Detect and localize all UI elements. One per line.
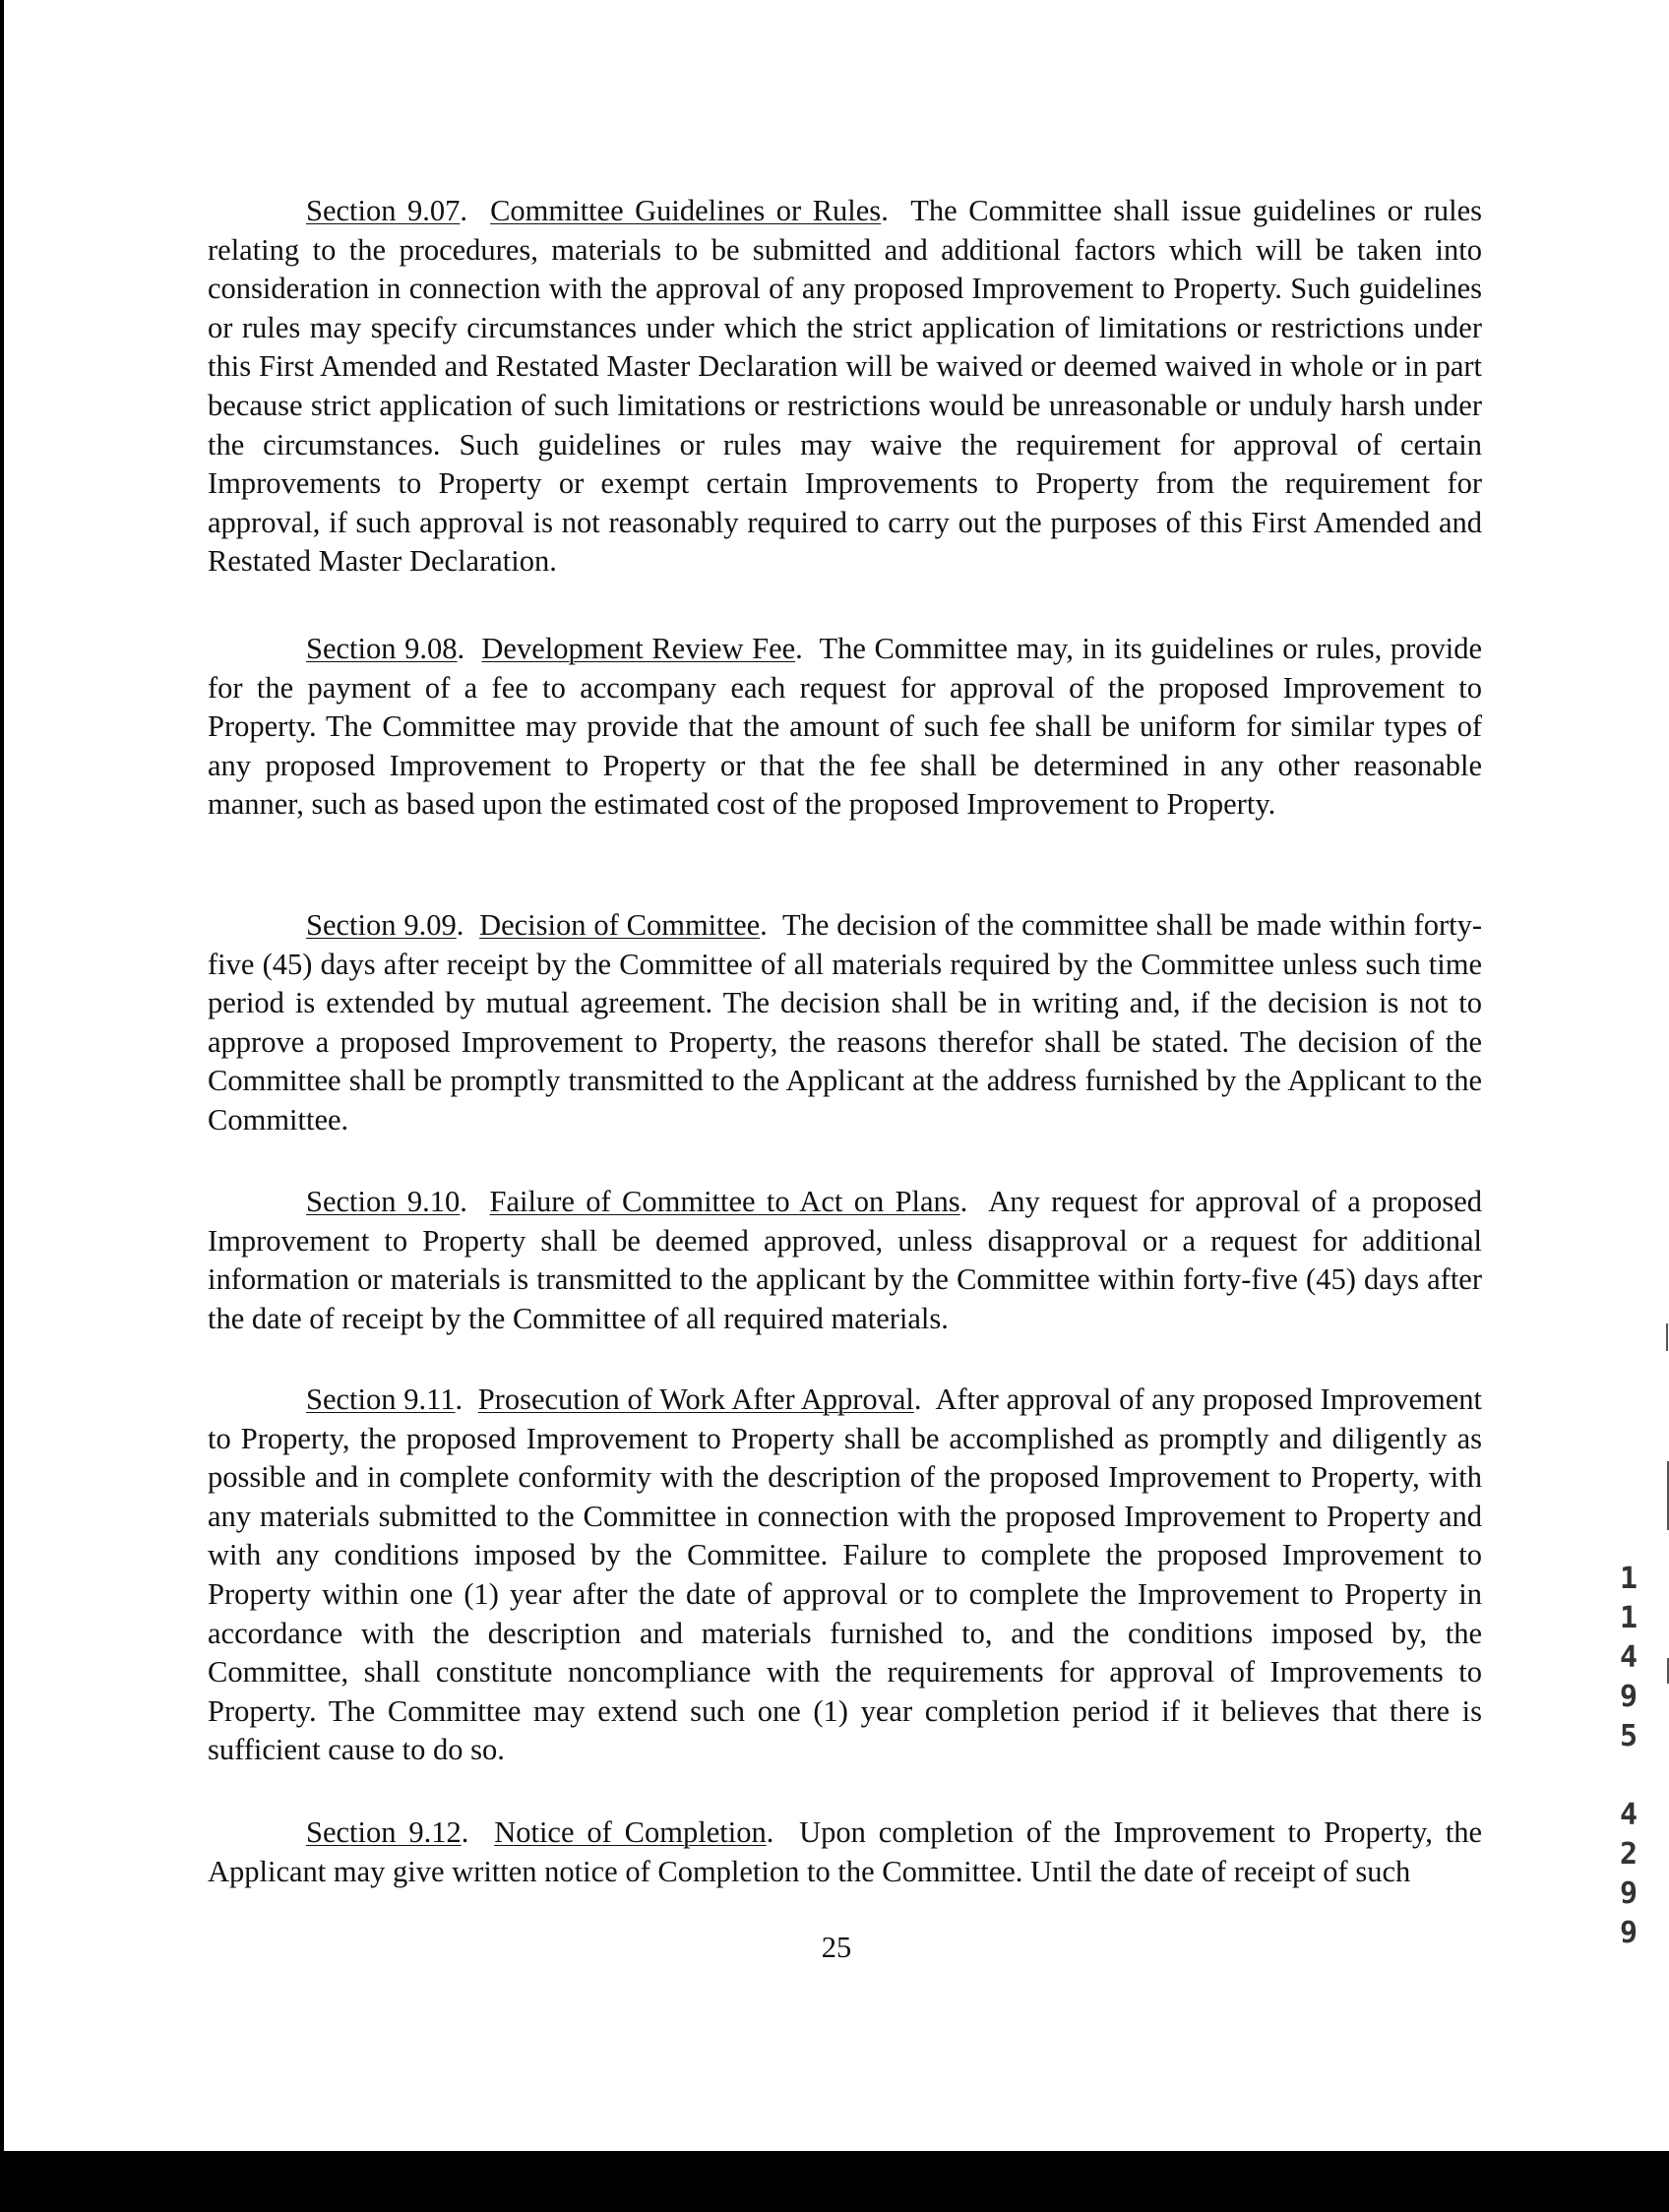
document-page <box>4 0 1669 2151</box>
section-number: Section 9.08 <box>306 632 458 665</box>
section-title: Failure of Committee to Act on Plans <box>489 1185 960 1218</box>
section-body: After approval of any proposed Improvement to Property, the proposed Improvement to Property shall be accomplished as promptly and diligently as possible and in complete conformity with the description of the proposed Improvement to Property, with any materials submitted to the Committee in connection with the proposed Improvement to Property and with any conditions imposed by the Committee. Failure to complete the proposed Improvement to Property within one (1) year after the date of approval or to complete the Improvement to Property in accordance with the description and materials furnished to, and the conditions imposed by, the Committee, shall constitute noncompliance with the requirements for approval of Improvements to Property. The Committee may extend such one (1) year completion period if it believes that there is sufficient cause to do so. <box>208 1382 1482 1767</box>
section-9-07: Section 9.07. Committee Guidelines or Rules. The Committee shall issue guidelines or rules relating to the procedures, materials to be submitted and additional factors which will be taken into consideration in connection with the approval of any proposed Improvement to Property. Such guidelines or rules may specify circumstances under which the strict application of limitations or restrictions under this First Amended and Restated Master Declaration will be waived or deemed waived in whole or in part because strict application of such limitations or restrictions would be unreasonable or unduly harsh under the circumstances. Such guidelines or rules may waive the requirement for approval of certain Improvements to Property or exempt certain Improvements to Property from the requirement for approval, if such approval is not reasonably required to carry out the purposes of this First Amended and Restated Master Declaration. <box>208 194 1483 579</box>
section-number: Section 9.09 <box>306 908 457 942</box>
section-title: Prosecution of Work After Approval <box>477 1382 914 1416</box>
section-body: Any request for approval of a proposed Improvement to Property shall be deemed approved, unless disapproval or a request for additional information or materials is transmitted to the applicant by the Committee within forty-five (45) days after the date of receipt by the Committee of all required materials. <box>208 1185 1482 1335</box>
section-title: Notice of Completion <box>494 1815 767 1849</box>
section-body: The Committee shall issue guidelines or rules relating to the procedures, materials to be submitted and additional factors which will be taken into consideration in connection with the approval of any proposed Improvement to Property. Such guidelines or rules may specify circumstances under which the strict application of limitations or restrictions under this First Amended and Restated Master Declaration will be waived or deemed waived in whole or in part because strict application of such limitations or restrictions would be unreasonable or unduly harsh under the circumstances. Such guidelines or rules may waive the requirement for approval of certain Improvements to Property or exempt certain Improvements to Property from the requirement for approval, if such approval is not reasonably required to carry out the purposes of this First Amended and Restated Master Declaration. <box>208 194 1483 579</box>
document-number-stamp: 1 1 4 9 5 4 2 9 9 <box>1619 1562 1638 1950</box>
section-body: Upon completion of the Improvement to Property, the Applicant may give written notice of Completion to the Committee. Until the date of receipt of such <box>208 1815 1483 1888</box>
section-9-09: Section 9.09. Decision of Committee. The decision of the committee shall be made within forty-five (45) days after receipt by the Committee of all materials required by the Committee unless such time period is extended by mutual agreement. The decision shall be in writing and, if the decision is not to approve a proposed Improvement to Property, the reasons therefor shall be stated. The decision of the Committee shall be promptly transmitted to the Applicant at the address furnished by the Applicant to the Committee. <box>208 908 1482 1137</box>
section-9-10: Section 9.10. Failure of Committee to Act on Plans. Any request for approval of a proposed Improvement to Property shall be deemed approved, unless disapproval or a request for additional information or materials is transmitted to the applicant by the Committee within forty-five (45) days after the date of receipt by the Committee of all required materials. <box>208 1185 1482 1335</box>
section-9-12: Section 9.12. Notice of Completion. Upon completion of the Improvement to Property, the Applicant may give written notice of Completion to the Committee. Until the date of receipt of such <box>208 1815 1483 1888</box>
section-9-11: Section 9.11. Prosecution of Work After Approval. After approval of any proposed Improvement to Property, the proposed Improvement to Property shall be accomplished as promptly and diligently as possible and in complete conformity with the description of the proposed Improvement to Property, with any materials submitted to the Committee in connection with the proposed Improvement to Property and with any conditions imposed by the Committee. Failure to complete the proposed Improvement to Property within one (1) year after the date of approval or to complete the Improvement to Property in accordance with the description and materials furnished to, and the conditions imposed by, the Committee, shall constitute noncompliance with the requirements for approval of Improvements to Property. The Committee may extend such one (1) year completion period if it believes that there is sufficient cause to do so. <box>208 1382 1482 1767</box>
section-number: Section 9.12 <box>306 1815 462 1849</box>
scan-edge-mark <box>1666 1323 1668 1351</box>
section-body: The Committee may, in its guidelines or rules, provide for the payment of a fee to accompany each request for approval of the proposed Improvement to Property. The Committee may provide that the amount of such fee shall be uniform for similar types of any proposed Improvement to Property or that the fee shall be determined in any other reasonable manner, such as based upon the estimated cost of the proposed Improvement to Property. <box>208 632 1483 822</box>
section-9-08: Section 9.08. Development Review Fee. The Committee may, in its guidelines or rules, provide for the payment of a fee to accompany each request for approval of the proposed Improvement to Property. The Committee may provide that the amount of such fee shall be uniform for similar types of any proposed Improvement to Property or that the fee shall be determined in any other reasonable manner, such as based upon the estimated cost of the proposed Improvement to Property. <box>208 632 1483 822</box>
section-body: The decision of the committee shall be made within forty-five (45) days after receipt by the Committee of all materials required by the Committee unless such time period is extended by mutual agreement. The decision shall be in writing and, if the decision is not to approve a proposed Improvement to Property, the reasons therefor shall be stated. The decision of the Committee shall be promptly transmitted to the Applicant at the address furnished by the Applicant to the Committee. <box>208 908 1482 1137</box>
section-number: Section 9.11 <box>306 1382 456 1416</box>
section-title: Committee Guidelines or Rules <box>490 194 882 227</box>
section-title: Decision of Committee <box>479 908 761 942</box>
section-title: Development Review Fee <box>481 632 796 665</box>
page-number: 25 <box>821 1931 852 1964</box>
section-number: Section 9.07 <box>306 194 461 227</box>
section-number: Section 9.10 <box>306 1185 461 1218</box>
